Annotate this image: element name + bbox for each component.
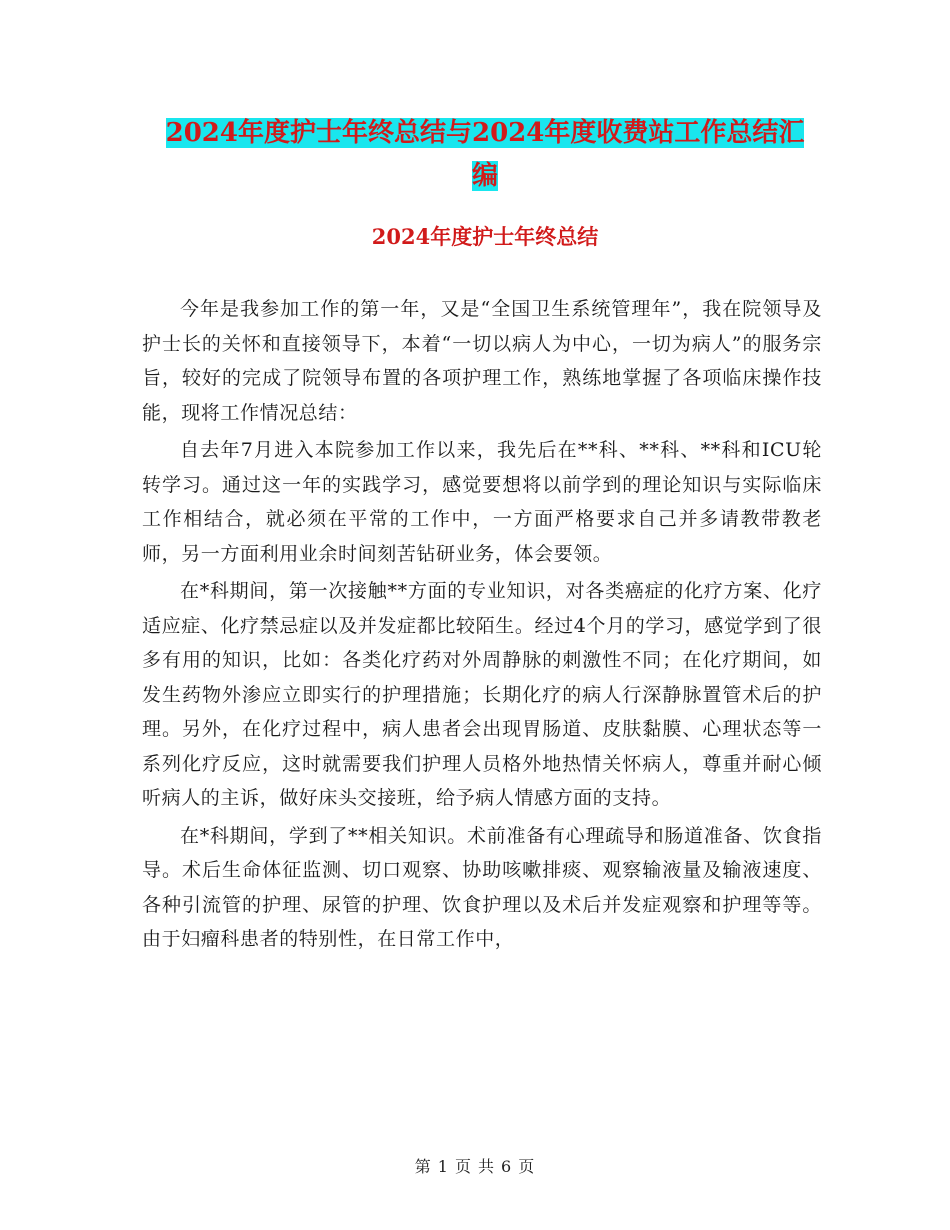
paragraph-1: 今年是我参加工作的第一年，又是“全国卫生系统管理年”，我在院领导及护士长的关怀和直接领导下，本着“一切以病人为中心，一切为病人”的服务宗旨，较好的完成了院领导布置的各项护理工作，熟练地掌握了各项临床操作技能，现将工作情况总结： bbox=[142, 298, 822, 424]
document-title bbox=[140, 112, 830, 198]
footer-middle: 页 共 bbox=[454, 1157, 496, 1176]
footer-prefix: 第 bbox=[414, 1157, 432, 1176]
document-body bbox=[142, 292, 822, 960]
footer-total-pages: 6 bbox=[501, 1157, 513, 1176]
footer-suffix: 页 bbox=[518, 1157, 536, 1176]
paragraph-4: 在*科期间，学到了**相关知识。术前准备有心理疏导和肠道准备、饮食指导。术后生命体征监测、切口观察、协助咳嗽排痰、观察输液量及输液速度、各种引流管的护理、尿管的护理、饮食护理以及术后并发症观察和护理等等。由于妇瘤科患者的特别性，在日常工作中， bbox=[142, 824, 822, 950]
page-footer bbox=[0, 1154, 950, 1177]
paragraph-3: 在*科期间，第一次接触**方面的专业知识，对各类癌症的化疗方案、化疗适应症、化疗禁忌症以及并发症都比较陌生。经过4个月的学习，感觉学到了很多有用的知识，比如：各类化疗药对外周静脉的刺激性不同；在化疗期间，如发生药物外渗应立即实行的护理措施；长期化疗的病人行深静脉置管术后的护理。另外，在化疗过程中，病人患者会出现胃肠道、皮肤黏膜、心理状态等一系列化疗反应，这时就需要我们护理人员格外地热情关怀病人，尊重并耐心倾听病人的主诉，做好床头交接班，给予病人情感方面的支持。 bbox=[142, 580, 822, 809]
document-title-line-1: 2024年度护士年终总结与2024年度收费站工作总结汇 bbox=[165, 118, 805, 148]
footer-page-number: 1 bbox=[437, 1157, 449, 1176]
paragraph-2: 自去年7月进入本院参加工作以来，我先后在**科、**科、**科和ICU轮转学习。通过这一年的实践学习，感觉要想将以前学到的理论知识与实际临床工作相结合，就必须在平常的工作中，一方面严格要求自己并多请教带教老师，另一方面利用业余时间刻苦钻研业务，体会要领。 bbox=[142, 439, 822, 565]
document-title-line-2: 编 bbox=[471, 161, 498, 191]
section-title: 2024年度护士年终总结 bbox=[371, 224, 599, 249]
